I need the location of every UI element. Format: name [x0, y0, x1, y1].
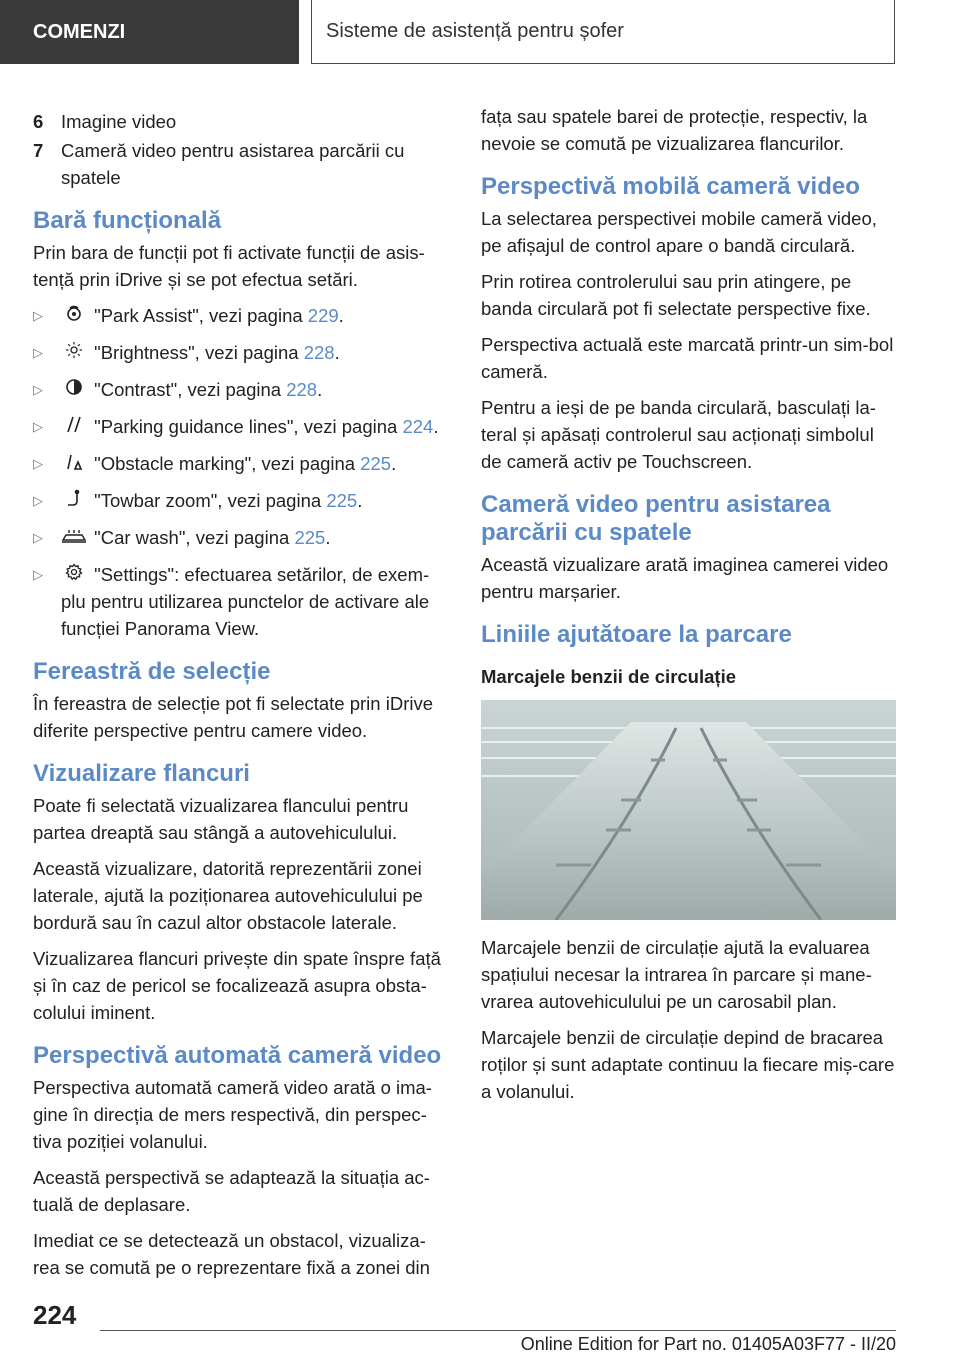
- heading-liniile: Liniile ajutătoare la parcare: [481, 621, 792, 648]
- triangle-icon: ▷: [33, 345, 43, 360]
- left-column: [33, 108, 445, 1290]
- triangle-icon: ▷: [33, 308, 43, 323]
- triangle-icon: ▷: [33, 456, 43, 471]
- page-link[interactable]: 224: [402, 416, 434, 437]
- page-link[interactable]: 225: [326, 490, 358, 511]
- parking-lines-icon: [61, 413, 87, 440]
- page-link[interactable]: 228: [286, 379, 318, 400]
- lane-marking-illustration: [481, 700, 896, 920]
- paragraph: Prin rotirea controlerului sau prin atingere, pe banda circulară pot fi selectate perspective fixe.: [481, 271, 871, 319]
- paragraph: Această perspectivă se adaptează la situația ac-tuală de deplasare.: [33, 1167, 430, 1215]
- right-column: [481, 103, 896, 1114]
- paragraph: Marcajele benzii de circulație depind de bracarea roților și sunt adaptate continuu la fiecare miș-care a volanului.: [481, 1027, 895, 1102]
- bullet-item: ▷ "Brightness", vezi pagina 228.: [33, 339, 445, 366]
- triangle-icon: ▷: [33, 382, 43, 397]
- footer-divider: [100, 1330, 896, 1331]
- bullet-item: ▷ "Settings": efectuarea setărilor, de exem-plu pentru utilizarea punctelor de activare ale funcției Panorama View.: [33, 561, 445, 642]
- heading-mobila: Perspectivă mobilă cameră video: [481, 173, 860, 200]
- paragraph: Marcajele benzii de circulație ajută la evaluarea spațiului necesar la intrarea în parcare și mane-vrarea autovehiculului pe un carosabil plan.: [481, 937, 872, 1012]
- settings-icon: [61, 561, 87, 588]
- page-link[interactable]: 225: [360, 453, 392, 474]
- paragraph: Imediat ce se detectează un obstacol, vizualiza-rea se comută pe o reprezentare fixă a zonei din: [33, 1230, 430, 1278]
- contrast-icon: [61, 376, 87, 403]
- page-link[interactable]: 228: [303, 342, 335, 363]
- paragraph: Această vizualizare, datorită reprezentării zonei laterale, ajută la poziționarea autovehiculului pe bordură sau în cazul altor obstacole laterale.: [33, 858, 423, 933]
- paragraph: Această vizualizare arată imaginea camerei video pentru marșarier.: [481, 554, 889, 602]
- bullet-item: ▷ "Contrast", vezi pagina 228.: [33, 376, 445, 403]
- list-item: 7 Cameră video pentru asistarea parcării cu spatele: [33, 140, 405, 188]
- bullet-item: ▷ "Parking guidance lines", vezi pagina 224.: [33, 413, 445, 440]
- triangle-icon: ▷: [33, 493, 43, 508]
- bullet-item: ▷ "Park Assist", vezi pagina 229.: [33, 302, 445, 329]
- triangle-icon: ▷: [33, 530, 43, 545]
- heading-flancuri: Vizualizare flancuri: [33, 760, 250, 787]
- paragraph: Perspectiva automată cameră video arată o ima-gine în direcția de mers respectivă, din perspec-tiva poziției volanului.: [33, 1077, 432, 1152]
- paragraph: Poate fi selectată vizualizarea flancului pentru partea dreaptă sau stângă a autovehiculului.: [33, 795, 409, 843]
- subheading-marcaje: Marcajele benzii de circulație: [481, 666, 736, 687]
- triangle-icon: ▷: [33, 419, 43, 434]
- paragraph: Vizualizarea flancuri privește din spate înspre față și în caz de pericol se focalizează asupra obsta-colului iminent.: [33, 948, 441, 1023]
- header-title: Sisteme de asistență pentru șofer: [311, 0, 895, 64]
- obstacle-icon: [61, 450, 87, 477]
- page-link[interactable]: 225: [294, 527, 326, 548]
- heading-bar: Bară funcțională: [33, 207, 222, 234]
- heading-spate: Cameră video pentru asistarea parcării cu spatele: [481, 491, 831, 546]
- page-number: 224: [33, 1300, 77, 1330]
- brightness-icon: [61, 339, 87, 366]
- paragraph: Perspectiva actuală este marcată printr-un sim-bol cameră.: [481, 334, 894, 382]
- paragraph: La selectarea perspectivei mobile cameră video, pe afișajul de control apare o bandă circulară.: [481, 208, 877, 256]
- paragraph: În fereastra de selecție pot fi selectate prin iDrive diferite perspective pentru camere video.: [33, 693, 433, 741]
- paragraph: Prin bara de funcții pot fi activate funcții de asis-tență prin iDrive și se pot efectua setări.: [33, 242, 425, 290]
- page-link[interactable]: 229: [307, 305, 339, 326]
- towbar-icon: [61, 487, 87, 514]
- header-section: COMENZI: [0, 0, 299, 64]
- footer-edition: Online Edition for Part no. 01405A03F77 - II/20: [520, 1334, 896, 1354]
- bullet-item: ▷ "Obstacle marking", vezi pagina 225.: [33, 450, 445, 477]
- heading-automata: Perspectivă automată cameră video: [33, 1042, 442, 1069]
- paragraph: fața sau spatele barei de protecție, respectiv, la nevoie se comută pe vizualizarea flancurilor.: [481, 106, 868, 154]
- paragraph: Pentru a ieși de pe banda circulară, basculați la-teral și apăsați controlerul sau acționați simbolul de cameră activ pe Touchscreen.: [481, 397, 876, 472]
- list-item: 6 Imagine video: [33, 111, 177, 132]
- bullet-item: ▷ "Towbar zoom", vezi pagina 225.: [33, 487, 445, 514]
- triangle-icon: ▷: [33, 567, 43, 582]
- park-assist-icon: [61, 302, 87, 329]
- car-wash-icon: [61, 524, 87, 551]
- bullet-item: ▷ "Car wash", vezi pagina 225.: [33, 524, 445, 551]
- heading-fereastra: Fereastră de selecție: [33, 658, 271, 685]
